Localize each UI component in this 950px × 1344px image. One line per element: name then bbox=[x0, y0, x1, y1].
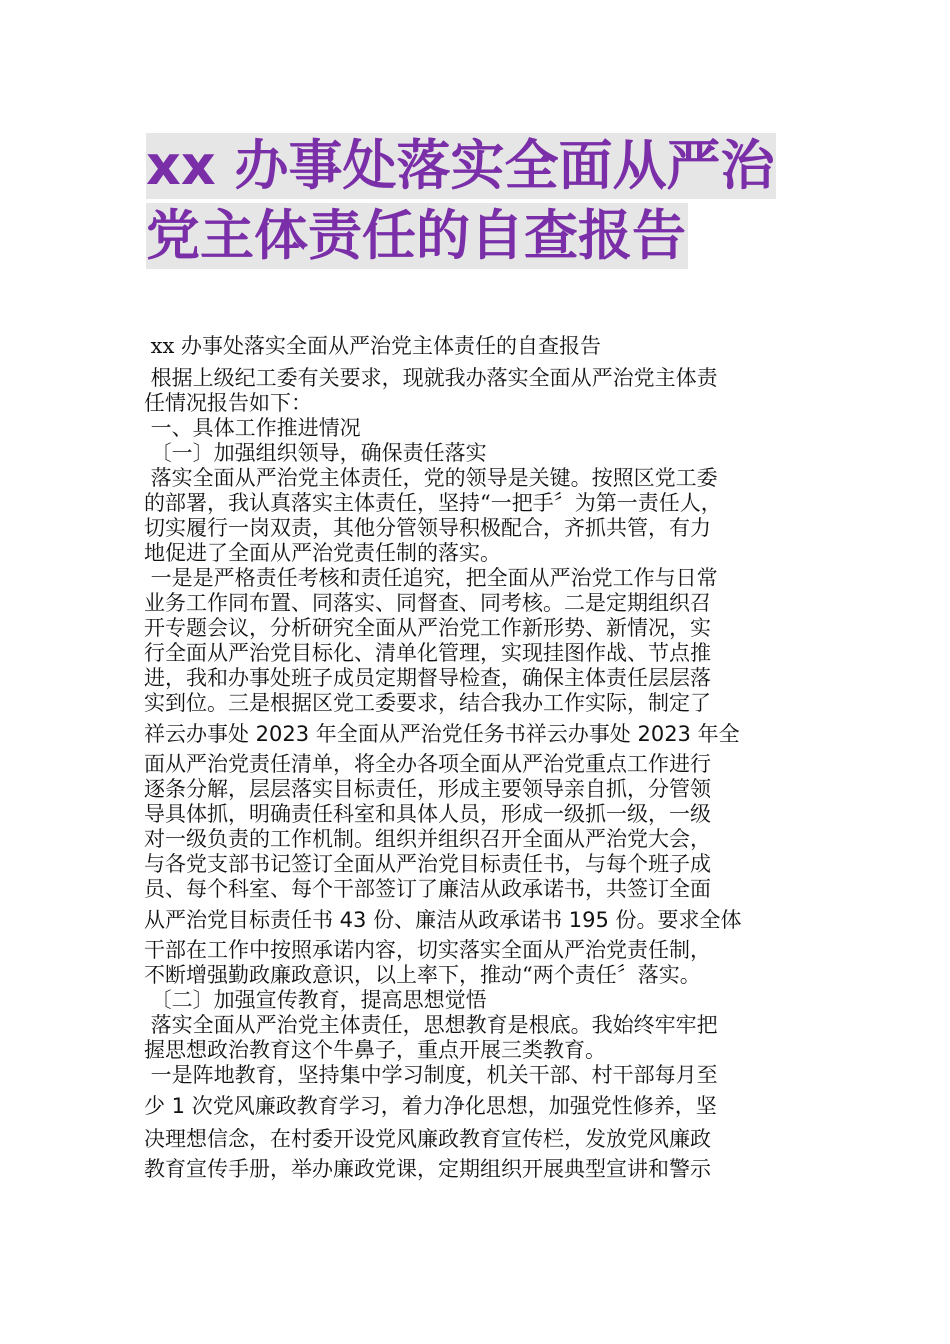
body-line: 地促进了全面从严治党责任制的落实。 bbox=[144, 541, 501, 565]
body-line: 对一级负责的工作机制。组织并组织召开全面从严治党大会， bbox=[144, 827, 711, 851]
body-line: 一是是严格责任考核和责任追究，把全面从严治党工作与日常 bbox=[144, 566, 718, 590]
subsection-heading: 〔一〕加强组织领导，确保责任落实 bbox=[144, 441, 487, 465]
body-line: 干部在工作中按照承诺内容，切实落实全面从严治党责任制， bbox=[144, 938, 711, 962]
body-line: 任情况报告如下： bbox=[144, 391, 312, 415]
body-line: 从严治党目标责任书 43 份、廉洁从政承诺书 195 份。要求全体 bbox=[144, 908, 742, 932]
document-body bbox=[144, 334, 812, 1182]
body-line: 进，我和办事处班子成员定期督导检查，确保主体责任层层落 bbox=[144, 666, 711, 690]
body-line: 握思想政治教育这个牛鼻子，重点开展三类教育。 bbox=[144, 1038, 606, 1062]
body-line: 不断增强勤政廉政意识，以上率下，推动“两个责任〞落实。 bbox=[144, 963, 701, 987]
document-title bbox=[146, 133, 816, 273]
body-line: 教育宣传手册，举办廉政党课，定期组织开展典型宣讲和警示 bbox=[144, 1157, 711, 1181]
body-line: 实到位。三是根据区党工委要求，结合我办工作实际，制定了 bbox=[144, 691, 711, 715]
body-line: 行全面从严治党目标化、清单化管理，实现挂图作战、节点推 bbox=[144, 641, 711, 665]
body-line: 祥云办事处 2023 年全面从严治党任务书祥云办事处 2023 年全 bbox=[144, 722, 740, 746]
title-line-1: xx 办事处落实全面从严治 bbox=[146, 134, 775, 197]
body-line: 的部署，我认真落实主体责任，坚持“一把手〞为第一责任人， bbox=[144, 491, 722, 515]
body-line: 落实全面从严治党主体责任，思想教育是根底。我始终牢牢把 bbox=[144, 1013, 718, 1037]
body-line: 业务工作同布置、同落实、同督查、同考核。二是定期组织召 bbox=[144, 591, 711, 615]
body-line: 与各党支部书记签订全面从严治党目标责任书，与每个班子成 bbox=[144, 852, 711, 876]
body-line: 少 1 次党风廉政教育学习，着力净化思想，加强党性修养，坚 bbox=[144, 1094, 717, 1118]
body-line: 面从严治党责任清单，将全办各项全面从严治党重点工作进行 bbox=[144, 752, 711, 776]
title-line-2: 党主体责任的自查报告 bbox=[146, 204, 686, 267]
document-subtitle: xx 办事处落实全面从严治党主体责任的自查报告 bbox=[144, 334, 602, 358]
body-line: 落实全面从严治党主体责任，党的领导是关键。按照区党工委 bbox=[144, 466, 718, 490]
body-line: 员、每个科室、每个干部签订了廉洁从政承诺书，共签订全面 bbox=[144, 877, 711, 901]
body-line: 决理想信念，在村委开设党风廉政教育宣传栏，发放党风廉政 bbox=[144, 1127, 711, 1151]
subsection-heading: 〔二〕加强宣传教育，提高思想觉悟 bbox=[144, 988, 487, 1012]
body-line: 逐条分解，层层落实目标责任，形成主要领导亲自抓，分管领 bbox=[144, 777, 711, 801]
body-line: 导具体抓，明确责任科室和具体人员，形成一级抓一级，一级 bbox=[144, 802, 711, 826]
body-line: 开专题会议，分析研究全面从严治党工作新形势、新情况，实 bbox=[144, 616, 711, 640]
body-line: 根据上级纪工委有关要求，现就我办落实全面从严治党主体责 bbox=[144, 366, 718, 390]
body-line: 一是阵地教育，坚持集中学习制度，机关干部、村干部每月至 bbox=[144, 1063, 718, 1087]
section-heading: 一、具体工作推进情况 bbox=[144, 416, 361, 440]
body-line: 切实履行一岗双责，其他分管领导积极配合，齐抓共管，有力 bbox=[144, 516, 711, 540]
